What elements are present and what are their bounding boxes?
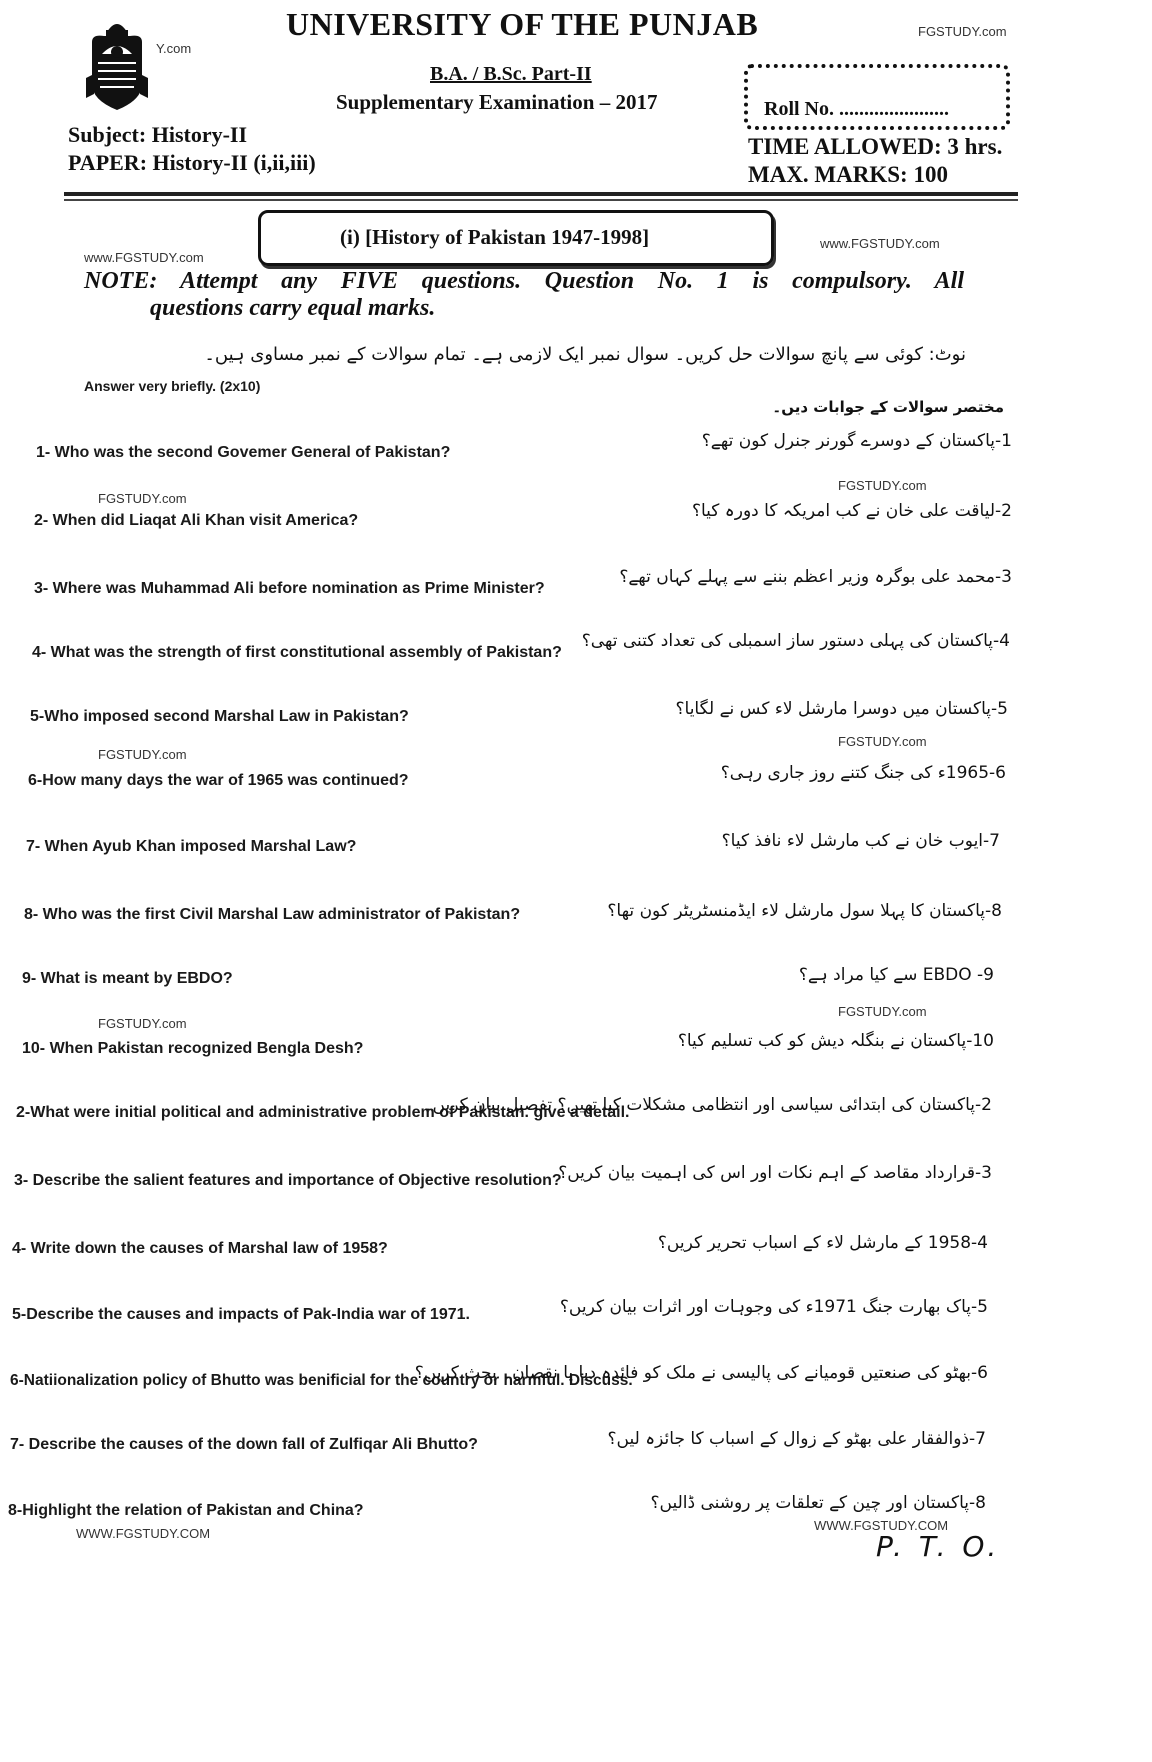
watermark-3: FGSTUDY.com	[98, 747, 187, 762]
long-question-5-urdu: 5-پاک بھارت جنگ 1971ء کی وجوہات اور اثرات بیان کریں؟	[559, 1297, 988, 1317]
university-crest-icon	[82, 14, 152, 114]
short-question-3-urdu: 3-محمد علی بوگرہ وزیر اعظم بننے سے پہلے کہاں تھے؟	[619, 567, 1012, 587]
short-question-6-urdu: 1965-6ء کی جنگ کتنے روز جاری رہی؟	[720, 763, 1006, 783]
short-question-2: 2- When did Liaqat Ali Khan visit America?	[34, 512, 359, 529]
watermark-right-www: www.FGSTUDY.com	[820, 236, 940, 251]
short-question-4: 4- What was the strength of first constitutional assembly of Pakistan?	[32, 644, 562, 661]
long-question-6: 6-Natiionalization policy of Bhutto was benificial for the country or harmful. Discuss.	[10, 1372, 633, 1389]
watermark-4: FGSTUDY.com	[838, 734, 927, 749]
long-question-4-urdu: 1958-4 کے مارشل لاء کے اسباب تحریر کریں؟	[657, 1233, 988, 1253]
university-name: UNIVERSITY OF THE PUNJAB	[286, 6, 759, 42]
short-question-8: 8- Who was the first Civil Marshal Law administrator of Pakistan?	[24, 906, 521, 923]
footer-watermark-left: WWW.FGSTUDY.COM	[76, 1526, 211, 1541]
note-english	[84, 268, 964, 322]
short-question-10: 10- When Pakistan recognized Bengla Desh?	[22, 1040, 364, 1057]
short-question-7: 7- When Ayub Khan imposed Marshal Law?	[26, 838, 357, 855]
long-question-6-urdu: 6-بھٹو کی صنعتیں قومیانے کی پالیسی نے ملک کو فائدہ دیا یا نقصان۔ بحث کریں؟	[414, 1363, 988, 1383]
long-question-7-urdu: 7-ذوالفقار علی بھٹو کے زوال کے اسباب کا جائزہ لیں؟	[607, 1429, 986, 1449]
header-divider	[64, 192, 1018, 196]
short-question-1: 1- Who was the second Govemer General of Pakistan?	[36, 444, 451, 461]
long-question-3: 3- Describe the salient features and importance of Objective resolution?	[14, 1172, 562, 1189]
short-question-7-urdu: 7-ایوب خان نے کب مارشل لاء نافذ کیا؟	[721, 831, 1000, 851]
subject-label: Subject: History-II	[68, 122, 248, 147]
long-question-4: 4- Write down the causes of Marshal law of 1958?	[12, 1240, 388, 1257]
short-question-9: 9- What is meant by EBDO?	[22, 970, 233, 987]
short-question-1-urdu: 1-پاکستان کے دوسرے گورنر جنرل کون تھے؟	[701, 431, 1012, 451]
long-question-8: 8-Highlight the relation of Pakistan and China?	[8, 1502, 364, 1519]
watermark-1: FGSTUDY.com	[98, 491, 187, 506]
long-question-8-urdu: 8-پاکستان اور چین کے تعلقات پر روشنی ڈالیں؟	[650, 1493, 986, 1513]
long-question-2-urdu: 2-پاکستان کی ابتدائی سیاسی اور انتظامی مشکلات کیا تھیں؟ تفصیل بیان کریں۔	[422, 1095, 992, 1115]
roll-no-field[interactable]: Roll No. ......................	[764, 98, 949, 120]
short-question-6: 6-How many days the war of 1965 was continued?	[28, 772, 409, 789]
paper-label: PAPER: History-II (i,ii,iii)	[68, 150, 316, 175]
q1-instruction: Answer very briefly. (2x10)	[84, 378, 261, 394]
watermark-2: FGSTUDY.com	[838, 478, 927, 493]
long-question-2: 2-What were initial political and administrative problem of Pakistan. give a detail.	[16, 1104, 630, 1121]
logo-watermark: Y.com	[156, 41, 192, 56]
short-question-10-urdu: 10-پاکستان نے بنگلہ دیش کو کب تسلیم کیا؟	[677, 1031, 994, 1051]
note-urdu: نوٹ: کوئی سے پانچ سوالات حل کریں۔ سوال نمبر ایک لازمی ہے۔ تمام سوالات کے نمبر مساوی ہیں۔	[204, 344, 966, 365]
time-allowed: TIME ALLOWED: 3 hrs.	[748, 134, 1003, 159]
watermark-left-www: www.FGSTUDY.com	[84, 250, 204, 265]
university-logo	[82, 14, 152, 114]
short-question-5-urdu: 5-پاکستان میں دوسرا مارشل لاء کس نے لگایا؟	[675, 699, 1008, 719]
header-divider-thin	[64, 199, 1018, 201]
short-question-4-urdu: 4-پاکستان کی پہلی دستور ساز اسمبلی کی تعداد کتنی تھی؟	[581, 631, 1010, 651]
note-line-2: questions carry equal marks.	[150, 295, 436, 321]
exam-title: Supplementary Examination – 2017	[336, 90, 658, 114]
long-question-5: 5-Describe the causes and impacts of Pak-India war of 1971.	[12, 1306, 470, 1323]
q1-instruction-urdu: مختصر سوالات کے جوابات دیں۔	[772, 398, 1004, 416]
short-question-8-urdu: 8-پاکستان کا پہلا سول مارشل لاء ایڈمنسٹریٹر کون تھا؟	[607, 901, 1002, 921]
watermark-5: FGSTUDY.com	[98, 1016, 187, 1031]
short-question-3: 3- Where was Muhammad Ali before nomination as Prime Minister?	[34, 580, 545, 597]
pto-label: P. T. O.	[876, 1530, 1001, 1563]
short-question-2-urdu: 2-لیاقت علی خان نے کب امریکہ کا دورہ کیا؟	[691, 501, 1012, 521]
short-question-9-urdu: EBDO -9 سے کیا مراد ہے؟	[798, 965, 994, 985]
max-marks: MAX. MARKS: 100	[748, 162, 948, 187]
long-question-3-urdu: 3-قرارداد مقاصد کے اہم نکات اور اس کی اہمیت بیان کریں؟	[558, 1163, 992, 1183]
short-question-5: 5-Who imposed second Marshal Law in Pakistan?	[30, 708, 409, 725]
note-line-1: NOTE: Attempt any FIVE questions. Question No. 1 is compulsory. All	[84, 268, 964, 294]
watermark-6: FGSTUDY.com	[838, 1004, 927, 1019]
program-title: B.A. / B.Sc. Part-II	[430, 63, 592, 85]
long-question-7: 7- Describe the causes of the down fall of Zulfiqar Ali Bhutto?	[10, 1436, 478, 1453]
section-title: (i) [History of Pakistan 1947-1998]	[340, 225, 650, 249]
watermark-top-right: FGSTUDY.com	[918, 24, 1007, 39]
footer-watermark-right: WWW.FGSTUDY.COM	[814, 1518, 949, 1533]
